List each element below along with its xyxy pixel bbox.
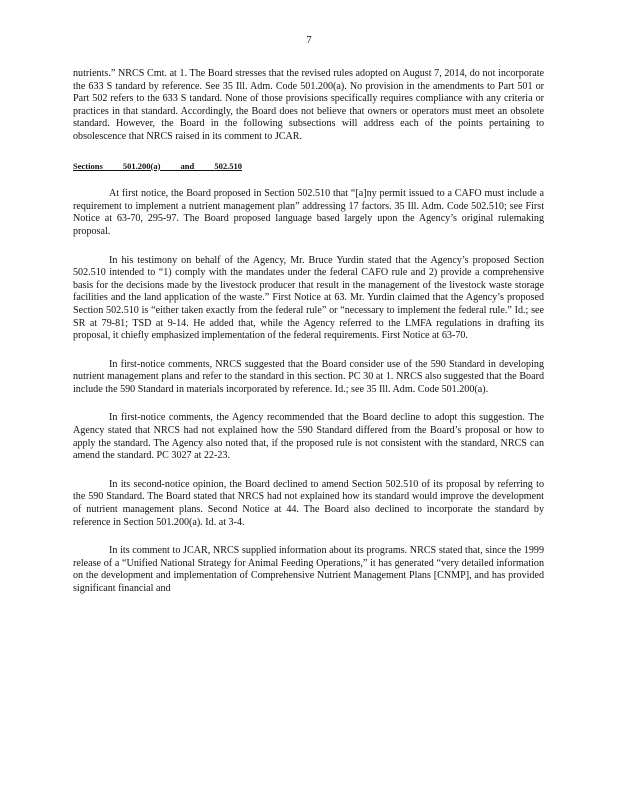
section-heading: Sections 501.200(a) and 502.510 [73,160,242,171]
paragraph: In his testimony on behalf of the Agency, Mr. Bruce Yurdin stated that the Agency’s proposed Section 502.510 intended to “1) comply with the mandates under the federal CAFO rule and 2) provide a comprehensive basis for the decisions made by the livestock producer that result in the management of the livestock waste storage facilities and the land application of the waste.” First Notice at 63. Mr. Yurdin claimed that the Agency’s proposed Section 502.510 is “either taken exactly from the federal rule” or “necessary to implement the federal rule.” Id.; see SR at 79-81; TSD at 9-14. He added that, while the Agency referred to the LMFA regulations in drafting its proposal, it chiefly emphasized implementation of the federal requirements. First Notice at 63-70. [73,254,544,342]
paragraph-continued: nutrients.” NRCS Cmt. at 1. The Board stresses that the revised rules adopted on August 7, 2014, do not incorporate the 633 S tandard by reference. See 35 Ill. Adm. Code 501.200(a). No provision in the amendments to Part 501 or Part 502 refers to the 633 S tandard. None of those provisions specifically requires compliance with any criteria or practices in that standard. Accordingly, the Board does not believe that owners or operators must meet an obsolete standard. However, the Board in the following subsections will address each of the points pertaining to obsolescence that NRCS raised in its comment to JCAR. [73,68,544,142]
document-body [73,68,544,612]
paragraph: In first-notice comments, the Agency recommended that the Board decline to adopt this suggestion. The Agency stated that NRCS had not explained how the 590 Standard differed from the Board’s proposal or how to apply the standard. The Agency also noted that, if the proposed rule is not consistent with the standard, NRCS can amend the standard. PC 3027 at 22-23. [73,412,544,462]
paragraph: In its comment to JCAR, NRCS supplied information about its programs. NRCS stated that, since the 1999 release of a “Unified National Strategy for Animal Feeding Operations,” it has generated “very detailed information on the development and implementation of Comprehensive Nutrient Management Plans [CNMP], and has provided significant financial and [73,545,544,594]
paragraph: In first-notice comments, NRCS suggested that the Board consider use of the 590 Standard in developing nutrient management plans and refer to the standard in this section. PC 30 at 1. NRCS also suggested that the Board include the 590 Standard in materials incorporated by reference. Id.; see 35 Ill. Adm. Code 501.200(a). [73,358,544,395]
paragraph: At first notice, the Board proposed in Section 502.510 that “[a]ny permit issued to a CAFO must include a requirement to implement a nutrient management plan” addressing 17 factors. 35 Ill. Adm. Code 502.510; see First Notice at 63-70, 295-97. The Board proposed language based largely upon the Agency’s original rulemaking proposal. [73,188,544,237]
page-number: 7 [306,34,312,46]
paragraph: In its second-notice opinion, the Board declined to amend Section 502.510 of its proposal by referring to the 590 Standard. The Board stated that NRCS had not explained how its standard would improve the development of nutrient management plans. Second Notice at 44. The Board also declined to incorporate the standard by reference in Section 501.200(a). Id. at 3-4. [73,478,544,528]
